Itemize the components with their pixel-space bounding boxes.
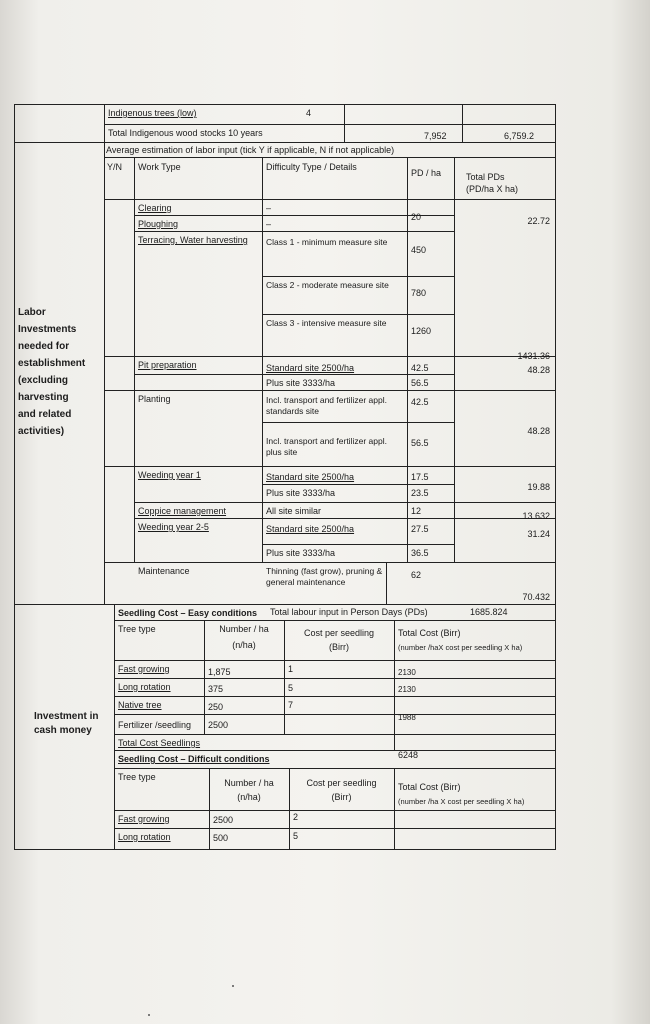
scan-speck <box>232 985 234 987</box>
difficult-header-cost: Cost per seedling <box>306 778 377 788</box>
header-yn: Y/N <box>107 162 123 172</box>
work-weeding-year-1: Weeding year 1 <box>138 470 201 480</box>
difficult-tree-long: Long rotation <box>118 832 171 842</box>
header-total-pds-sub: (PD/ha X ha) <box>466 184 519 194</box>
cost-table <box>14 104 556 850</box>
detail-class-2: Class 2 - moderate measure site <box>266 280 389 290</box>
header-work-type: Work Type <box>138 162 181 172</box>
header-difficulty: Difficulty Type / Details <box>266 162 357 172</box>
easy-header-total-sub: (number /haX cost per seedling X ha) <box>398 643 523 652</box>
easy-total-long: 2130 <box>398 685 416 694</box>
work-maintenance: Maintenance <box>138 566 190 576</box>
work-clearing: Clearing <box>138 203 172 213</box>
total-planting: 48.28 <box>527 426 550 436</box>
detail-clearing: – <box>266 203 272 213</box>
difficult-title: Seedling Cost – Difficult conditions <box>118 754 270 764</box>
difficult-header-total: Total Cost (Birr) <box>398 782 461 792</box>
labor-section-title: Average estimation of labor input (tick Y if applicable, N if not applicable) <box>106 145 395 155</box>
easy-cost-native: 7 <box>288 700 294 710</box>
indigenous-trees-value: 4 <box>306 108 312 118</box>
detail-weeding-2-5-standard: Standard site 2500/ha <box>266 524 355 534</box>
total-weeding-year-2-5: 31.24 <box>527 529 550 539</box>
detail-planting-standard: Incl. transport and fertilizer appl. standards site <box>266 395 387 416</box>
difficult-header-cost-sub: (Birr) <box>331 792 352 802</box>
difficult-tree-fast: Fast growing <box>118 814 170 824</box>
header-total-pds: Total PDs <box>466 172 505 182</box>
easy-total-fast: 2130 <box>398 668 416 677</box>
total-stocks-value-1: 7,952 <box>424 131 447 141</box>
total-maintenance: 70.432 <box>522 592 550 602</box>
easy-number-fertilizer: 2500 <box>208 720 229 730</box>
total-stocks-value-2: 6,759.2 <box>504 131 535 141</box>
cash-side-label: Investment in cash money <box>34 711 99 736</box>
pd-weeding-1-standard: 17.5 <box>411 472 429 482</box>
pd-clearing: 20 <box>411 212 422 222</box>
easy-number-native: 250 <box>208 702 224 712</box>
work-ploughing: Ploughing <box>138 219 179 229</box>
work-weeding-year-2-5: Weeding year 2-5 <box>138 522 209 532</box>
total-coppice: 13.632 <box>522 511 550 521</box>
difficult-number-fast: 2500 <box>213 815 234 825</box>
easy-header-cost-sub: (Birr) <box>329 642 349 652</box>
total-clearing: 22.72 <box>527 216 550 226</box>
work-coppice-management: Coppice management <box>138 506 227 516</box>
difficult-number-long: 500 <box>213 833 229 843</box>
detail-ploughing: – <box>266 219 272 229</box>
detail-pit-standard: Standard site 2500/ha <box>266 363 355 373</box>
scan-speck <box>148 1014 150 1016</box>
easy-total-native: 1988 <box>398 713 416 722</box>
detail-planting-plus: Incl. transport and fertilizer appl. plus site <box>266 436 387 457</box>
easy-tree-long: Long rotation <box>118 682 171 692</box>
easy-cost-fast: 1 <box>288 664 294 674</box>
easy-title: Seedling Cost – Easy conditions <box>118 608 258 618</box>
total-pit-plus: 48.28 <box>527 365 550 375</box>
easy-header-cost: Cost per seedling <box>303 628 375 638</box>
easy-total-value: 6248 <box>398 750 419 760</box>
pd-class-3: 1260 <box>411 326 432 336</box>
easy-tree-native: Native tree <box>118 700 162 710</box>
pd-planting-standard: 42.5 <box>411 397 429 407</box>
detail-weeding-1-standard: Standard site 2500/ha <box>266 472 355 482</box>
pd-maintenance: 62 <box>411 570 422 580</box>
pd-weeding-2-5-plus: 36.5 <box>411 548 429 558</box>
detail-coppice: All site similar <box>266 506 322 516</box>
pd-planting-plus: 56.5 <box>411 438 429 448</box>
total-stocks-label: Total Indigenous wood stocks 10 years <box>108 128 263 138</box>
difficult-cost-long: 5 <box>293 831 299 841</box>
detail-pit-plus: Plus site 3333/ha <box>266 378 336 388</box>
detail-weeding-2-5-plus: Plus site 3333/ha <box>266 548 336 558</box>
pd-pit-plus: 56.5 <box>411 378 429 388</box>
pd-coppice: 12 <box>411 506 422 516</box>
work-terracing: Terracing, Water harvesting <box>138 235 248 245</box>
detail-class-1: Class 1 - minimum measure site <box>266 237 388 247</box>
difficult-header-number-sub: (n/ha) <box>237 792 261 802</box>
easy-header-total: Total Cost (Birr) <box>398 628 461 638</box>
total-pit-preparation: 1431.36 <box>517 351 550 361</box>
labor-side-label: Labor Investments needed for establishment (excluding harvesting and related activities) <box>18 307 86 437</box>
detail-maintenance: Thinning (fast grow), pruning & general maintenance <box>266 566 383 587</box>
work-planting: Planting <box>138 394 171 404</box>
header-pd-ha: PD / ha <box>411 168 442 178</box>
total-weeding-year-1: 19.88 <box>527 482 550 492</box>
easy-header-number: Number / ha <box>219 624 269 634</box>
total-labour-value: 1685.824 <box>470 607 508 617</box>
difficult-cost-fast: 2 <box>293 812 299 822</box>
easy-header-number-sub: (n/ha) <box>232 640 256 650</box>
easy-tree-fertilizer: Fertilizer /seedling <box>118 720 192 730</box>
detail-class-3: Class 3 - intensive measure site <box>266 318 387 328</box>
difficult-header-tree: Tree type <box>118 772 156 782</box>
easy-number-fast: 1,875 <box>208 667 231 677</box>
difficult-header-number: Number / ha <box>224 778 274 788</box>
pd-pit-standard: 42.5 <box>411 363 429 373</box>
detail-weeding-1-plus: Plus site 3333/ha <box>266 488 336 498</box>
pd-class-1: 450 <box>411 245 427 255</box>
pd-weeding-2-5-standard: 27.5 <box>411 524 429 534</box>
pd-weeding-1-plus: 23.5 <box>411 488 429 498</box>
difficult-header-total-sub: (number /ha X cost per seedling X ha) <box>398 797 525 806</box>
indigenous-trees-label: Indigenous trees (low) <box>108 108 197 118</box>
easy-cost-long: 5 <box>288 683 294 693</box>
pd-class-2: 780 <box>411 288 427 298</box>
easy-total-label: Total Cost Seedlings <box>118 738 201 748</box>
total-labour-label: Total labour input in Person Days (PDs) <box>270 607 428 617</box>
work-pit-preparation: Pit preparation <box>138 360 197 370</box>
easy-tree-fast: Fast growing <box>118 664 170 674</box>
easy-header-tree: Tree type <box>118 624 156 634</box>
easy-number-long: 375 <box>208 684 224 694</box>
